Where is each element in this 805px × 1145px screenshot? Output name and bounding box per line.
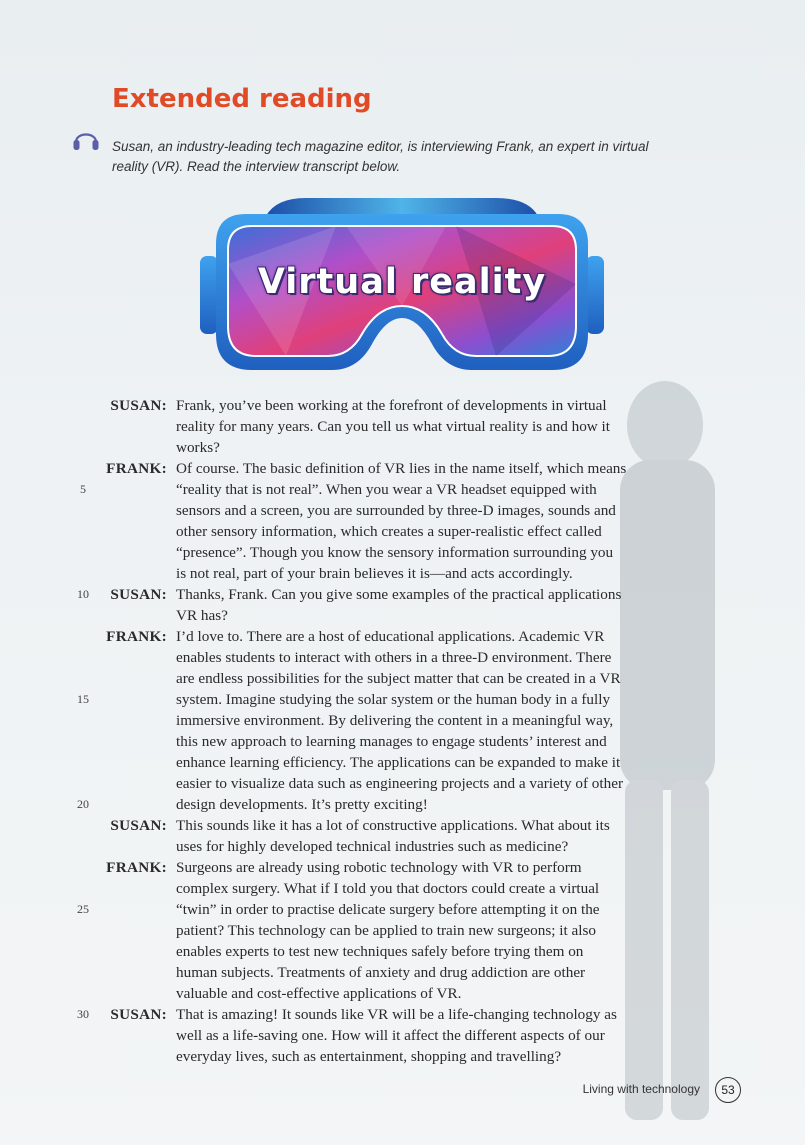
transcript-line (0, 899, 805, 920)
transcript-text: uses for highly developed technical industries such as medicine? (176, 838, 569, 855)
transcript-text: system. Imagine studying the solar system or the human body in a fully (176, 691, 611, 708)
speaker-label: SUSAN: (110, 1006, 167, 1023)
transcript-text: Thanks, Frank. Can you give some examples of the practical applications (176, 586, 622, 603)
transcript-text: “presence”. Though you know the sensory information surrounding you (176, 544, 614, 561)
intro-instructions: Susan, an industry-leading tech magazine editor, is interviewing Frank, an expert in virtual reality (VR). Read the interview transcript below. (112, 139, 649, 174)
transcript-line (0, 815, 805, 836)
transcript-line (0, 458, 805, 479)
transcript-line (0, 647, 805, 668)
transcript-text: everyday lives, such as entertainment, shopping and travelling? (176, 1048, 562, 1065)
transcript-text: “reality that is not real”. When you wear a VR headset equipped with (176, 481, 597, 498)
transcript-line (0, 1025, 805, 1046)
transcript-line (0, 395, 805, 416)
transcript-line (0, 668, 805, 689)
line-number: 15 (77, 692, 89, 706)
transcript-line (0, 416, 805, 437)
transcript-text: human subjects. Treatments of anxiety and drug addiction are other (176, 964, 586, 981)
speaker-label: SUSAN: (110, 817, 167, 834)
transcript-line (0, 794, 805, 815)
transcript-text: enhance learning efficiency. The applications can be expanded to make it (176, 754, 621, 771)
transcript-text: This sounds like it has a lot of constructive applications. What about its (176, 817, 610, 834)
transcript-text: other sensory information, which creates a super-realistic effect called (176, 523, 602, 540)
transcript-text: are endless possibilities for the subject matter that can be created in a VR (176, 670, 621, 687)
transcript-text: is not real, part of your brain believes it is—and acts accordingly. (176, 565, 573, 582)
speaker-label: SUSAN: (110, 586, 167, 603)
line-number: 5 (80, 482, 86, 496)
transcript-line (0, 689, 805, 710)
transcript-line (0, 563, 805, 584)
transcript-text: valuable and cost-effective applications of VR. (176, 985, 462, 1002)
footer-section-title: Living with technology (582, 1082, 700, 1096)
transcript-line (0, 731, 805, 752)
transcript-line (0, 1046, 805, 1067)
line-number: 10 (77, 587, 89, 601)
transcript-line (0, 521, 805, 542)
transcript-text: this new approach to learning manages to engage students’ interest and (176, 733, 607, 750)
banner-title: Virtual reality (257, 262, 547, 302)
transcript-text: enables experts to test new techniques safely before trying them on (176, 943, 584, 960)
transcript-line (0, 584, 805, 605)
transcript-line (0, 626, 805, 647)
transcript-text: works? (176, 439, 220, 456)
transcript-line (0, 836, 805, 857)
transcript-line (0, 1004, 805, 1025)
transcript-line (0, 857, 805, 878)
transcript-text: reality for many years. Can you tell us what virtual reality is and how it (176, 418, 611, 435)
transcript-line (0, 773, 805, 794)
page-number: 53 (715, 1077, 741, 1103)
transcript-text: “twin” in order to practise delicate surgery before attempting it on the (176, 901, 600, 918)
transcript-text: Surgeons are already using robotic technology with VR to perform (176, 859, 582, 876)
page-title: Extended reading (112, 84, 372, 114)
speaker-label: FRANK: (106, 460, 167, 477)
transcript-text: VR has? (176, 607, 228, 624)
transcript-text: Of course. The basic definition of VR lies in the name itself, which means (176, 460, 627, 477)
transcript-line (0, 605, 805, 626)
transcript-line (0, 752, 805, 773)
transcript-text: That is amazing! It sounds like VR will be a life-changing technology as (176, 1006, 617, 1023)
speaker-label: FRANK: (106, 628, 167, 645)
transcript-text: immersive environment. By delivering the content in a meaningful way, (176, 712, 614, 729)
transcript-line (0, 542, 805, 563)
transcript-line (0, 983, 805, 1004)
transcript-line (0, 500, 805, 521)
transcript-text: enables students to interact with others in a three-D environment. There (176, 649, 612, 666)
line-number: 20 (77, 797, 89, 811)
speaker-label: FRANK: (106, 859, 167, 876)
transcript-line (0, 437, 805, 458)
transcript-line (0, 962, 805, 983)
transcript-text: I’d love to. There are a host of educational applications. Academic VR (176, 628, 605, 645)
transcript-line (0, 479, 805, 500)
transcript-text: complex surgery. What if I told you that doctors could create a virtual (176, 880, 600, 897)
transcript-text: sensors and a screen, you are surrounded by three-D images, sounds and (176, 502, 616, 519)
transcript-line (0, 941, 805, 962)
speaker-label: SUSAN: (110, 397, 167, 414)
line-number: 25 (77, 902, 89, 916)
line-number: 30 (77, 1007, 89, 1021)
transcript-text: easier to visualize data such as engineering projects and a variety of other (176, 775, 624, 792)
transcript-line (0, 920, 805, 941)
transcript-text: patient? This technology can be applied to train new surgeons; it also (176, 922, 596, 939)
transcript-text: well as a life-saving one. How will it affect the different aspects of our (176, 1027, 605, 1044)
transcript-text: Frank, you’ve been working at the forefront of developments in virtual (176, 397, 607, 414)
transcript-line (0, 878, 805, 899)
transcript-line (0, 710, 805, 731)
transcript-text: design developments. It’s pretty exciting! (176, 796, 428, 813)
headphones-icon (72, 126, 100, 152)
